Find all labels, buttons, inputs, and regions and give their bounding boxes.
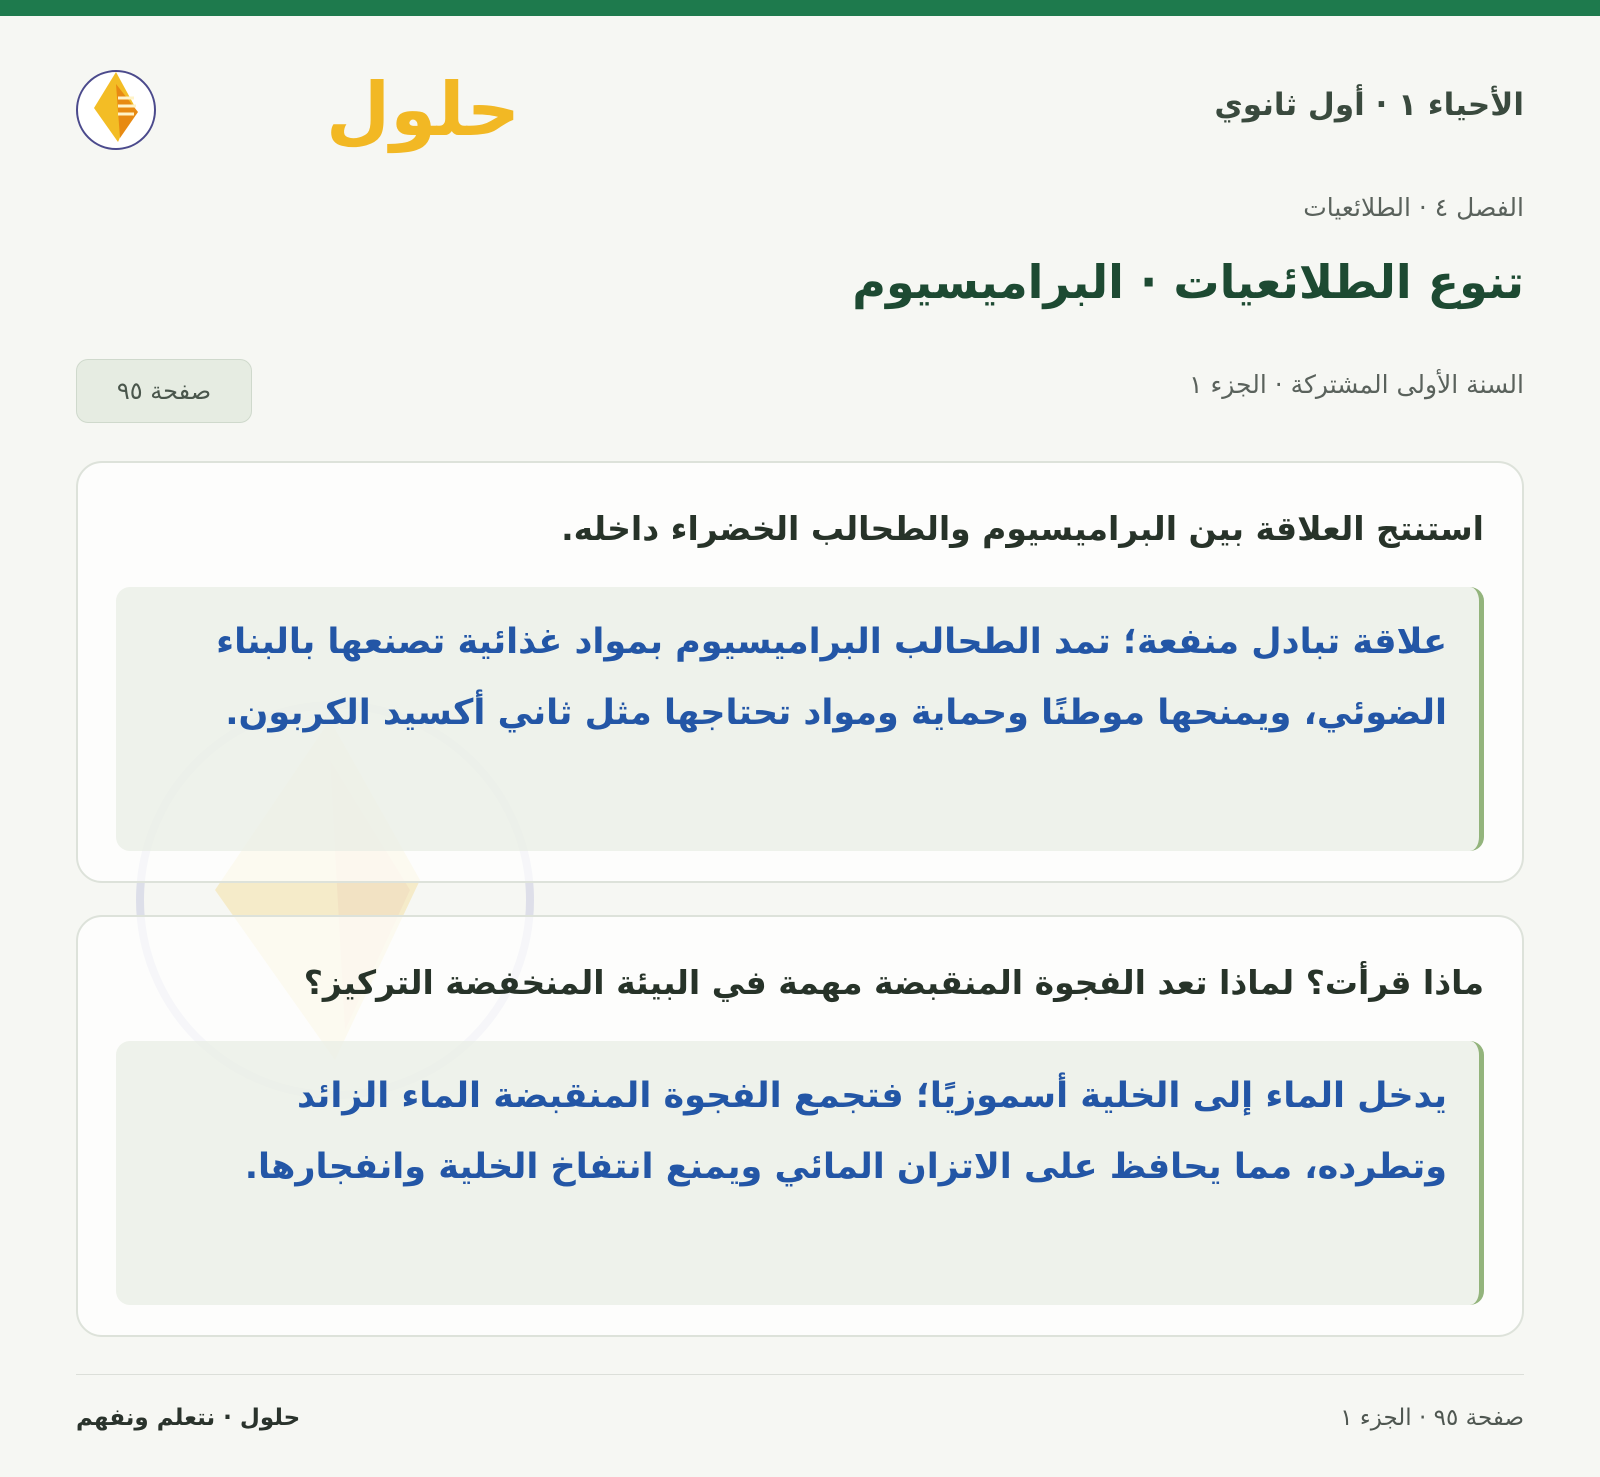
- page-title: تنوع الطلائعيات · البراميسيوم: [852, 255, 1524, 309]
- chapter-label: الفصل ٤ · الطلائعيات: [1303, 193, 1524, 222]
- question-text: استنتج العلاقة بين البراميسيوم والطحالب الخضراء داخله.: [561, 509, 1484, 548]
- answer-box: علاقة تبادل منفعة؛ تمد الطحالب البراميسيوم بمواد غذائية تصنعها بالبناء الضوئي، ويمنحها موطنًا وحماية ومواد تحتاجها مثل ثاني أكسيد الكربون.: [116, 587, 1484, 851]
- footer-divider: [76, 1374, 1524, 1375]
- top-accent-bar: [0, 0, 1600, 16]
- header: [76, 50, 1524, 165]
- question-card: [76, 915, 1524, 1337]
- subject-title: الأحياء ١ · أول ثانوي: [1214, 87, 1524, 123]
- logo-text: حلول: [326, 67, 521, 153]
- footer-brand: حلول · نتعلم ونفهم: [76, 1405, 301, 1431]
- footer-page-info: صفحة ٩٥ · الجزء ١: [1340, 1405, 1524, 1431]
- book-meta: السنة الأولى المشتركة · الجزء ١: [1189, 370, 1524, 399]
- page-number-badge: صفحة ٩٥: [76, 359, 252, 423]
- answer-box: يدخل الماء إلى الخلية أسموزيًا؛ فتجمع الفجوة المنقبضة الماء الزائد وتطرده، مما يحافظ على الاتزان المائي ويمنع انتفاخ الخلية وانفجارها.: [116, 1041, 1484, 1305]
- question-card: [76, 461, 1524, 883]
- question-text: ماذا قرأت؟ لماذا تعد الفجوة المنقبضة مهمة في البيئة المنخفضة التركيز؟: [303, 963, 1484, 1002]
- brand-logo[interactable]: [76, 50, 521, 165]
